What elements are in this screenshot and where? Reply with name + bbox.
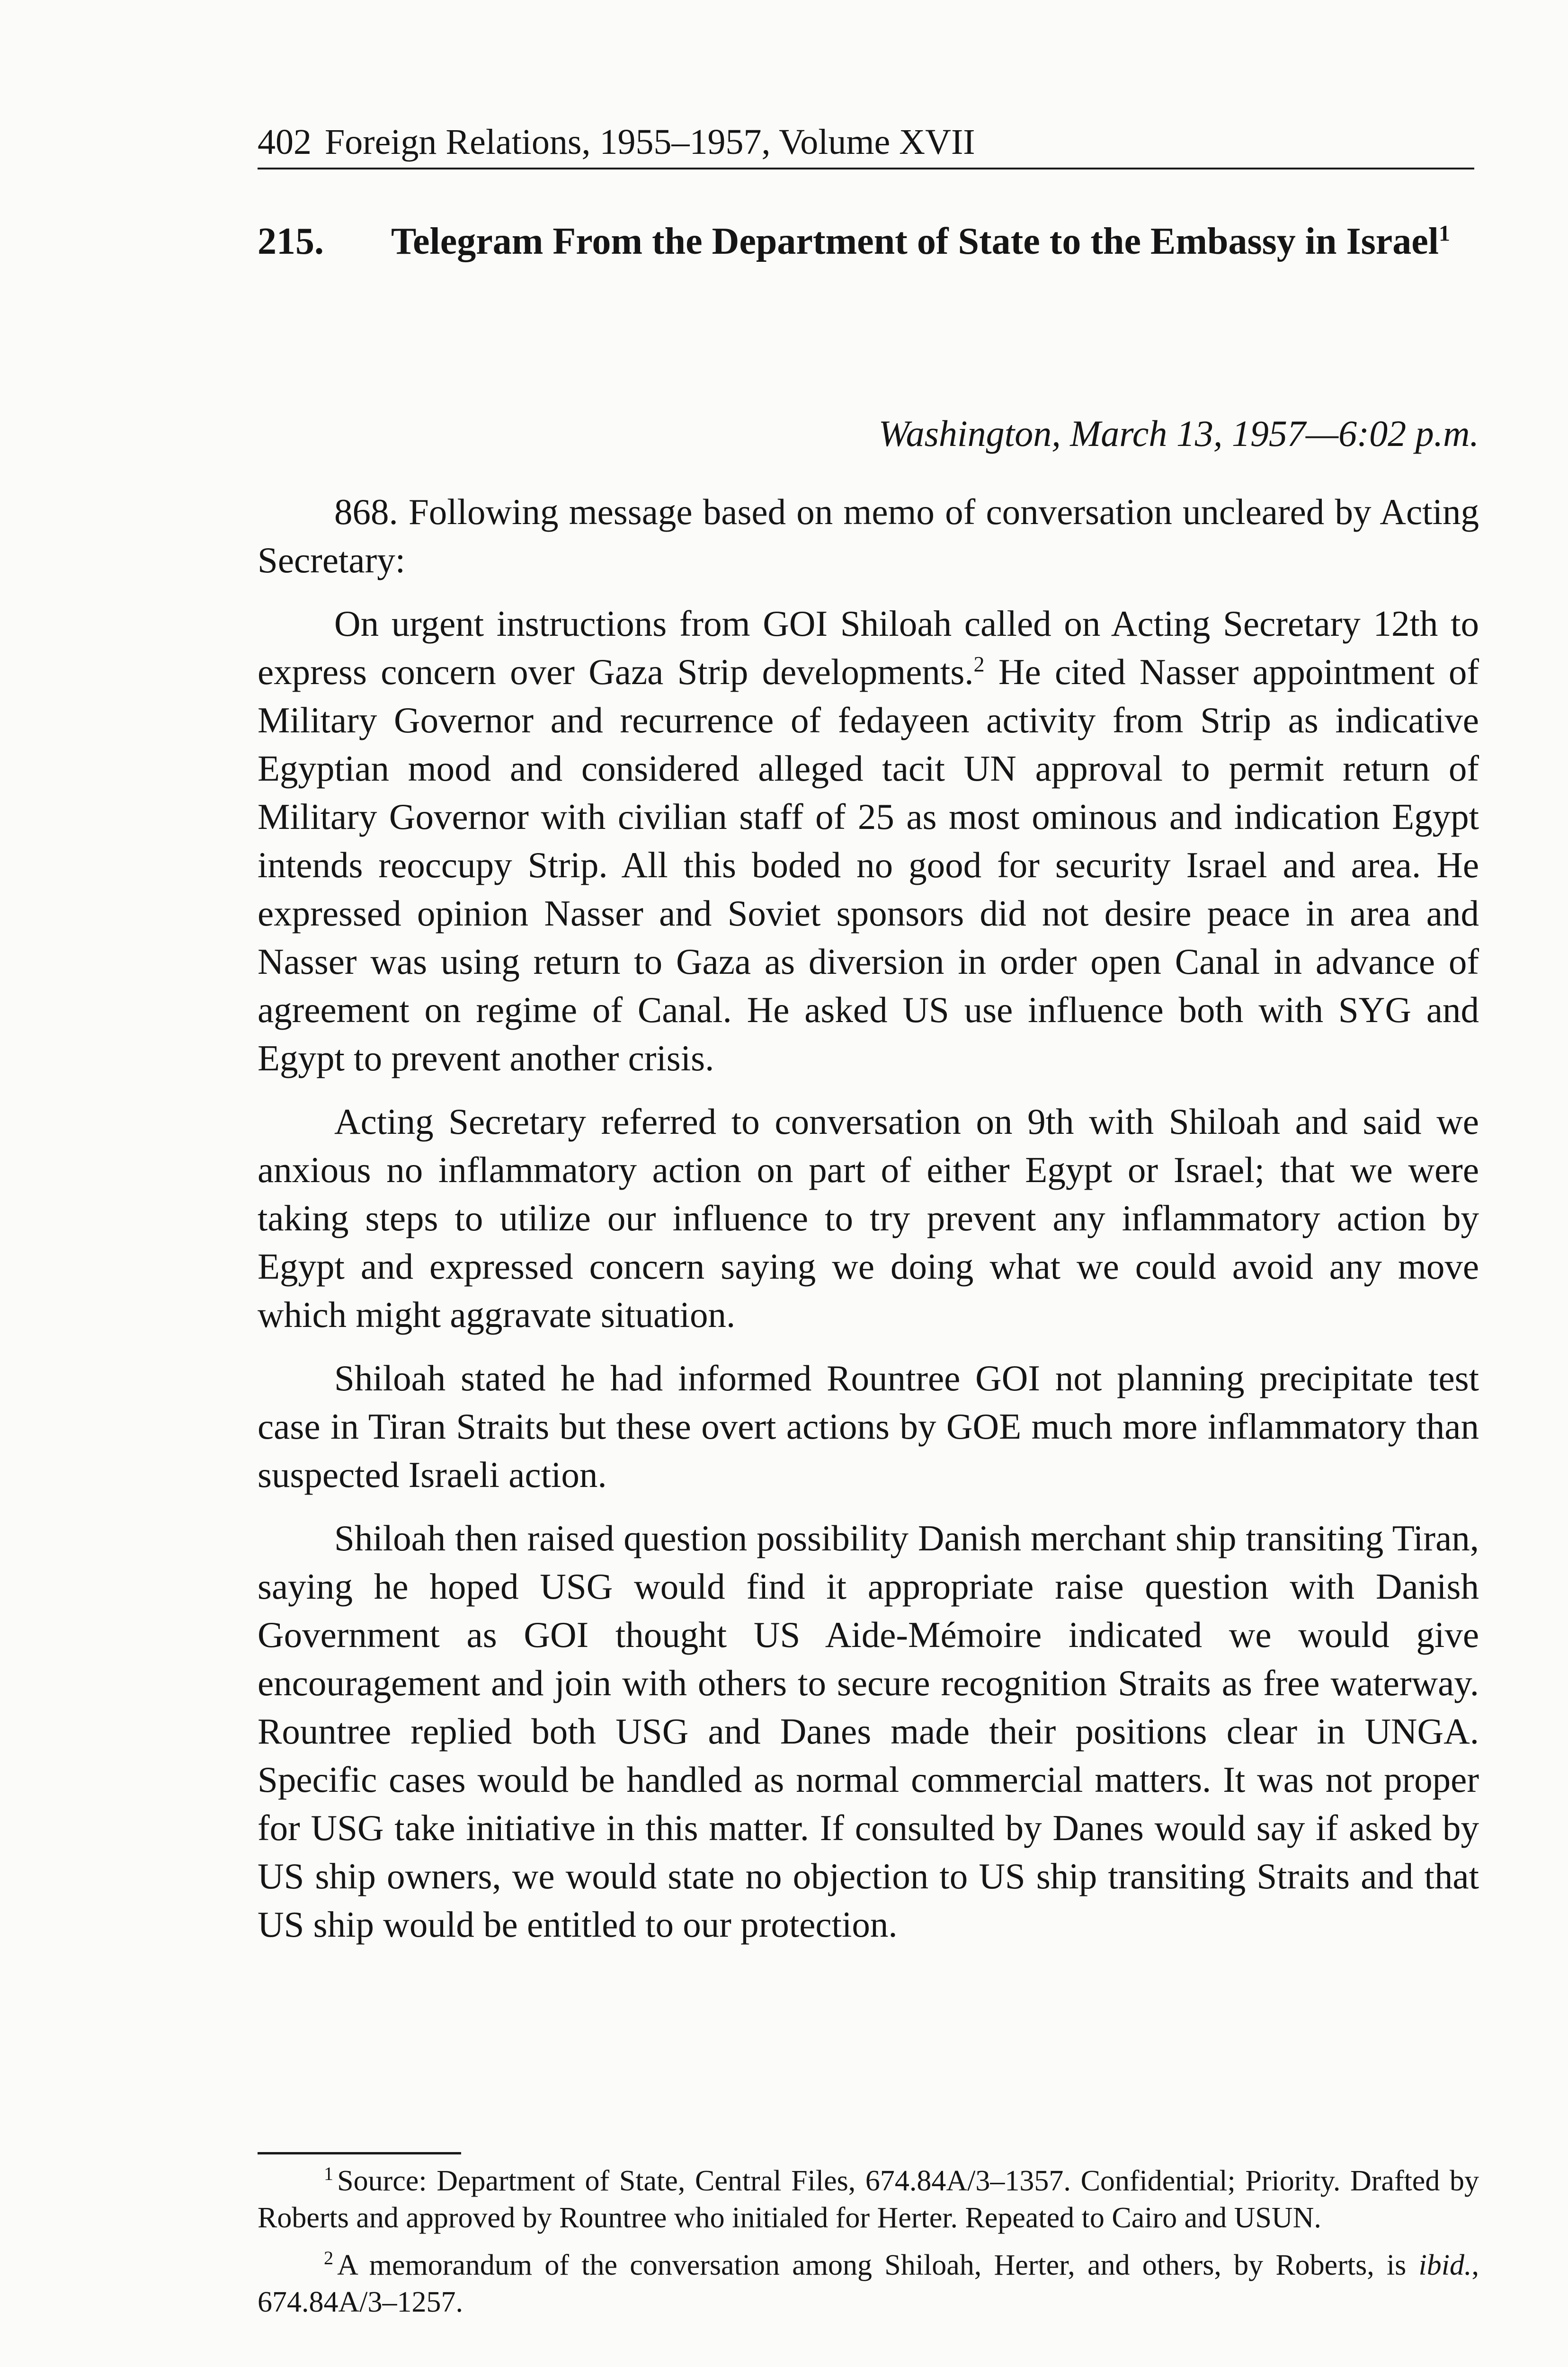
paragraph-2-part-a: On urgent instructions from GOI Shiloah called on Acting Secretary 12th to express concern over Gaza Strip developments.	[258, 603, 1479, 692]
footnote-1-text: Source: Department of State, Central Files, 674.84A/3–1357. Confidential; Priority. Drafted by Roberts and approved by Rountree who initialed for Herter. Repeated to Cairo and USUN.	[258, 2165, 1479, 2234]
footnote-2-text-pre: A memorandum of the conversation among Shiloah, Herter, and others, by Roberts, is	[337, 2249, 1419, 2281]
paragraph-2	[258, 599, 1479, 1082]
paragraph-5: Shiloah then raised question possibility Danish merchant ship transiting Tiran, saying he hoped USG would find it appropriate raise question with Danish Government as GOI thought US Aide-Mémoire indicated we would give encouragement and join with others to secure recognition Straits as free waterway. Rountree replied both USG and Danes made their positions clear in UNGA. Specific cases would be handled as normal commercial matters. It was not proper for USG take initiative in this matter. If consulted by Danes would say if asked by US ship owners, we would state no objection to US ship transiting Straits and that US ship would be entitled to our protection.	[258, 1518, 1479, 1945]
document-title	[391, 218, 1479, 265]
paragraph-1: 868. Following message based on memo of conversation uncleared by Acting Secretary:	[258, 491, 1479, 580]
page-number: 402	[258, 122, 312, 162]
footnote-2-ibid: ibid.	[1418, 2249, 1472, 2281]
footnote-ref-1[interactable]: 1	[1439, 221, 1451, 246]
footnote-ref-2[interactable]: 2	[973, 652, 985, 676]
paragraph-2-part-b: He cited Nasser appointment of Military Governor and recurrence of fedayeen activity from Strip as indicative Egyptian mood and considered alleged tacit UN approval to permit return of Military Governor with civilian staff of 25 as most ominous and indication Egypt intends reoccupy Strip. All this boded no good for security Israel and area. He expressed opinion Nasser and Soviet sponsors did not desire peace in area and Nasser was using return to Gaza as diversion in order open Canal in advance of agreement on regime of Canal. He asked US use influence both with SYG and Egypt to prevent another crisis.	[258, 651, 1479, 1078]
body-text	[258, 488, 1479, 1964]
running-header	[258, 118, 1474, 169]
running-title: Foreign Relations, 1955–1957, Volume XVII	[325, 122, 975, 162]
document-heading	[258, 218, 1479, 265]
footnote-2-text-post: , 674.84A/3–1257.	[258, 2249, 1479, 2318]
footnote-1	[258, 2162, 1479, 2236]
footnote-2	[258, 2247, 1479, 2321]
footnotes	[258, 2162, 1479, 2331]
footnote-1-number: 1	[324, 2163, 334, 2185]
dateline: Washington, March 13, 1957—6:02 p.m.	[878, 413, 1479, 454]
footnote-divider	[258, 2152, 461, 2154]
document-title-text: Telegram From the Department of State to the Embassy in Israel	[391, 221, 1439, 262]
paragraph-4: Shiloah stated he had informed Rountree GOI not planning precipitate test case in Tiran Straits but these overt actions by GOE much more inflammatory than suspected Israeli action.	[258, 1358, 1479, 1495]
document-number: 215.	[258, 221, 324, 262]
footnote-2-number: 2	[324, 2247, 334, 2269]
paragraph-3: Acting Secretary referred to conversation on 9th with Shiloah and said we anxious no inflammatory action on part of either Egypt or Israel; that we were taking steps to utilize our influence to try prevent any inflammatory action by Egypt and expressed concern saying we doing what we could avoid any move which might aggravate situation.	[258, 1101, 1479, 1335]
